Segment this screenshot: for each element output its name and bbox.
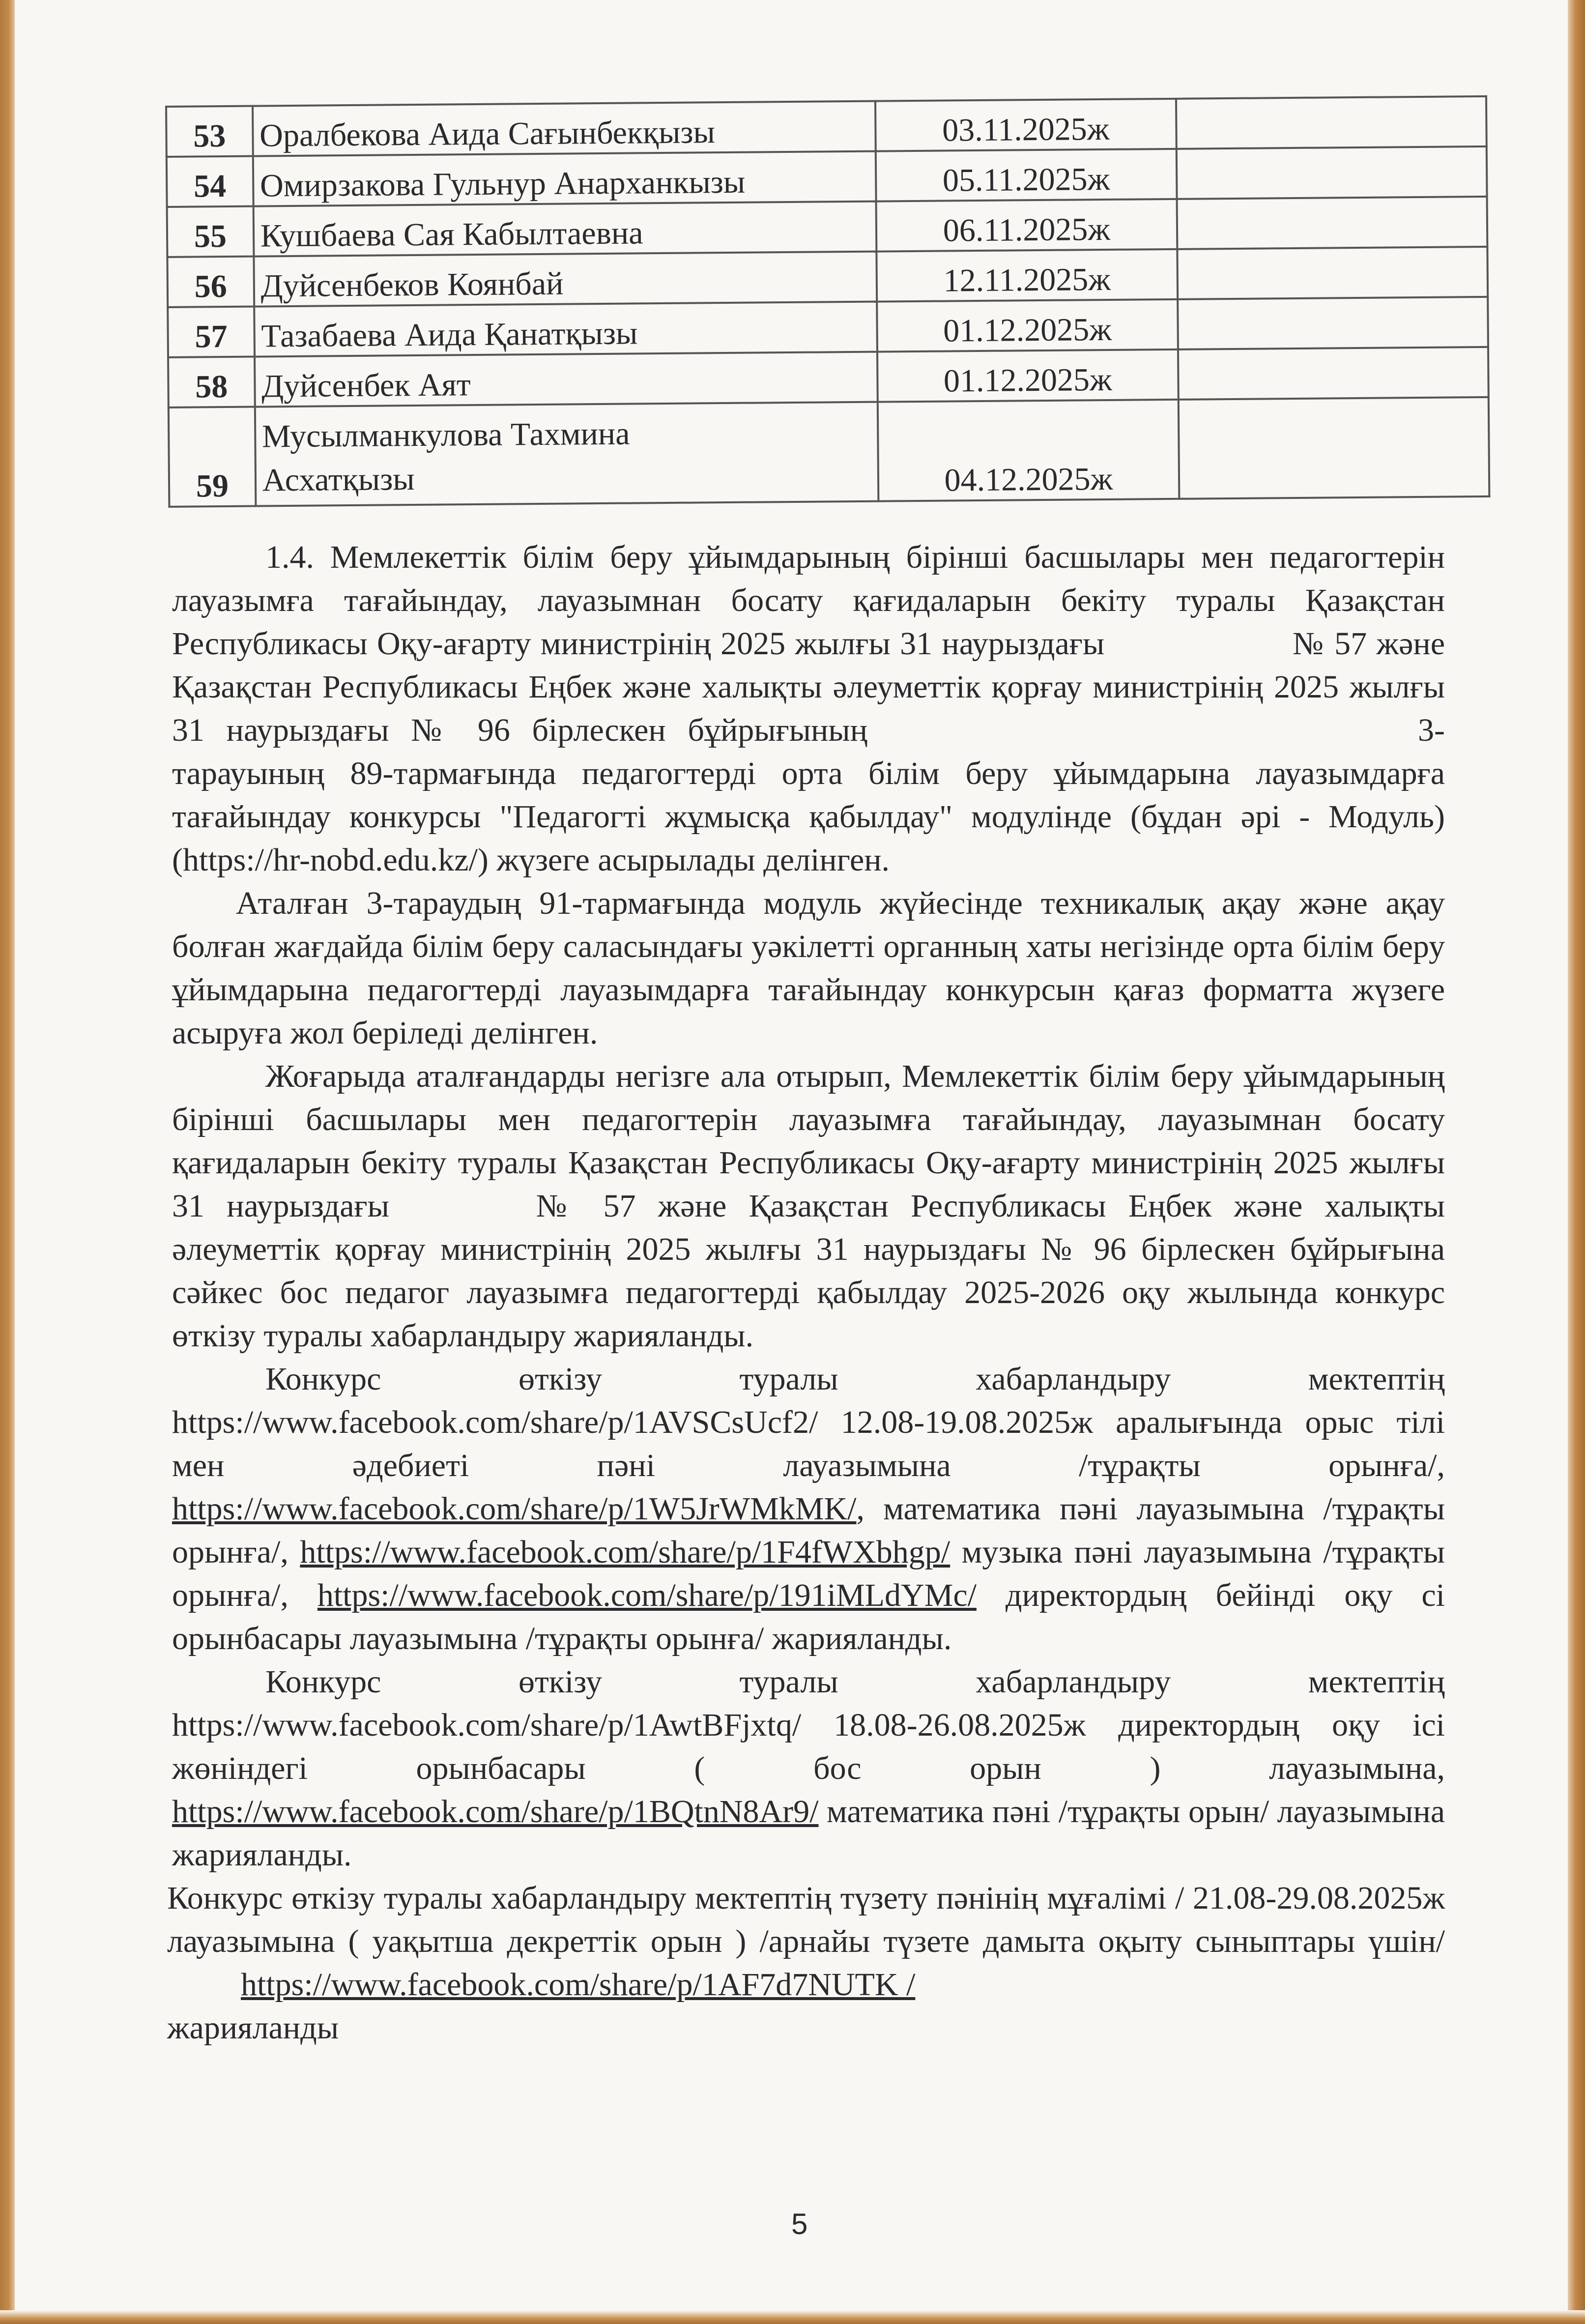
row-name-line-2: Асхатқызы — [262, 461, 415, 498]
facebook-link-5[interactable]: https://www.facebook.com/share/p/1AF7d7NUTK / — [241, 1967, 916, 2003]
row-number: 54 — [167, 156, 254, 207]
row-name: Кушбаева Сая Кабылтаевна — [253, 202, 876, 257]
row-name-line-1: Мусылманкулова Тахмина — [261, 415, 630, 455]
page-number: 5 — [791, 2208, 808, 2240]
paragraph-4-part-b: , математика пәні лауазымына /тұрақты орынға/, — [172, 1491, 1445, 1570]
paragraph-4-part-d: директордың бейінді оқу сі орынбасары лауазымына /тұрақты орынға/ жарияланды. — [172, 1577, 1445, 1656]
paragraph-6-part-a: Конкурс өткізу туралы хабарландыру мектептің түзету пәнінің мұғалімі / 21.08-29.08.2025ж лауазымына ( уақытша декреттік орын ) /арнайы түзете дамыта оқыту сыныптары үшін/ — [167, 1880, 1445, 1959]
row-note — [1177, 197, 1487, 249]
paragraph-5 — [172, 1660, 1445, 1877]
row-name: Дуйсенбеков Коянбай — [254, 252, 877, 307]
paragraph-3-part-a: Жоғарыда аталғандарды негізге ала отырып, Мемлекеттік білім беру ұйымдарының бірінші басшылары мен педагогтерін лауазымға тағайындау, лауазымнан босату қағидаларын бекіту туралы Қазақстан Республикасы Оқу-ағарту министрінің 2025 жылғы 31 наурыздағы — [172, 1058, 1445, 1224]
row-date: 06.11.2025ж — [876, 199, 1177, 252]
row-number: 59 — [169, 407, 256, 507]
row-number: 57 — [168, 307, 255, 357]
paragraph-3 — [172, 1055, 1445, 1358]
paragraph-3-part-b: № 57 және Қазақстан Республикасы Еңбек және халықты әлеуметтік қорғау министрінің 2025 жылғы 31 наурыздағы № 96 бірлескен бұйрығына сәйкес бос педагог лауазымға педагогтерді қабылдау 2025-2026 оқу жылында конкурс өткізу туралы хабарландыру жарияланды. — [172, 1188, 1445, 1354]
row-note — [1176, 96, 1486, 149]
row-note — [1178, 397, 1489, 499]
row-number: 55 — [167, 206, 254, 257]
row-name: Тазабаева Аида Қанатқызы — [254, 302, 877, 357]
facebook-link-4[interactable]: https://www.facebook.com/share/p/1BQtnN8Ar9/ — [172, 1794, 819, 1830]
row-date: 03.11.2025ж — [875, 99, 1176, 151]
row-number: 53 — [166, 106, 253, 157]
row-name: Оралбекова Аида Сағынбекқызы — [253, 101, 876, 156]
paragraph-6-part-b: жарияланды — [167, 2010, 339, 2046]
document-body — [167, 536, 1445, 2050]
row-date: 01.12.2025ж — [877, 349, 1178, 402]
facebook-link-1[interactable]: https://www.facebook.com/share/p/1W5JrWMkMK/ — [172, 1491, 857, 1527]
paragraph-4-part-c: музыка пәні лауазымына /тұрақты орынға/, — [172, 1534, 1445, 1613]
paragraph-4-part-a: Конкурс өткізу туралы хабарландыру мектептің https://www.facebook.com/share/p/1AVSCsUcf2/ 12.08-19.08.2025ж аралығында орыс тілі мен әдебиеті пәні лауазымына /тұрақты орынға/, — [172, 1361, 1445, 1483]
row-note — [1178, 347, 1489, 400]
paragraph-5-part-b: математика пәні /тұрақты орын/ лауазымына жарияланды. — [172, 1794, 1445, 1873]
row-note — [1178, 297, 1488, 349]
row-date: 01.12.2025ж — [877, 299, 1178, 352]
facebook-link-3[interactable]: https://www.facebook.com/share/p/191iMLdYMc/ — [317, 1577, 977, 1613]
row-number: 58 — [168, 357, 255, 407]
paragraph-1-part-b: № 57 және Қазақстан Республикасы Еңбек және халықты әлеуметтік қорғау министрінің 2025 жылғы 31 наурыздағы № 96 бірлескен бұйрығының — [172, 626, 1445, 748]
row-name: Дуйсенбек Аят — [255, 352, 878, 407]
paragraph-1-4 — [172, 536, 1445, 882]
applicants-table — [165, 95, 1490, 508]
row-date: 12.11.2025ж — [877, 249, 1178, 302]
paragraph-1-part-a: 1.4. Мемлекеттік білім беру ұйымдарының бірінші басшылары мен педагогтерін лауазымға тағайындау, лауазымнан босату қағидаларын бекіту туралы Қазақстан Республикасы Оқу-ағарту министрінің 2025 жылғы 31 наурыздағы — [172, 539, 1445, 662]
facebook-link-2[interactable]: https://www.facebook.com/share/p/1F4fWXbhgp/ — [300, 1534, 951, 1570]
row-date: 04.12.2025ж — [878, 400, 1179, 501]
row-note — [1176, 146, 1487, 199]
desk-edge — [0, 2310, 1585, 2324]
paragraph-2: Аталған 3-тараудың 91-тармағында модуль жүйесінде техникалық ақау және ақау болған жағдайда білім беру саласындағы уәкілетті органның хаты негізінде орта білім беру ұйымдарына педагогтерді лауазымдарға тағайындау конкурсын қағаз форматта жүзеге асыруға жол беріледі делінген. — [172, 885, 1445, 1051]
row-name — [255, 402, 879, 506]
paragraph-6 — [167, 1877, 1445, 2050]
paragraph-5-part-a: Конкурс өткізу туралы хабарландыру мектептің https://www.facebook.com/share/p/1AwtBFjxtq/ 18.08-26.08.2025ж директордың оқу ісі жөніндегі орынбасары ( бос орын ) лауазымына, — [172, 1664, 1445, 1786]
row-date: 05.11.2025ж — [876, 149, 1177, 202]
row-name: Омирзакова Гульнур Анарханкызы — [253, 151, 876, 206]
paragraph-4 — [172, 1358, 1445, 1660]
paragraph-1-part-c: 3-тарауының 89-тармағында педагогтерді орта білім беру ұйымдарына лауазымдарға тағайындау конкурсы "Педагогті жұмысқа қабылдау" модулінде (бұдан әрі - Модуль) (https://hr-nobd.edu.kz/) жүзеге асырылады делінген. — [172, 712, 1445, 878]
row-note — [1177, 247, 1488, 299]
table-row — [169, 397, 1490, 507]
row-number: 56 — [167, 257, 254, 307]
